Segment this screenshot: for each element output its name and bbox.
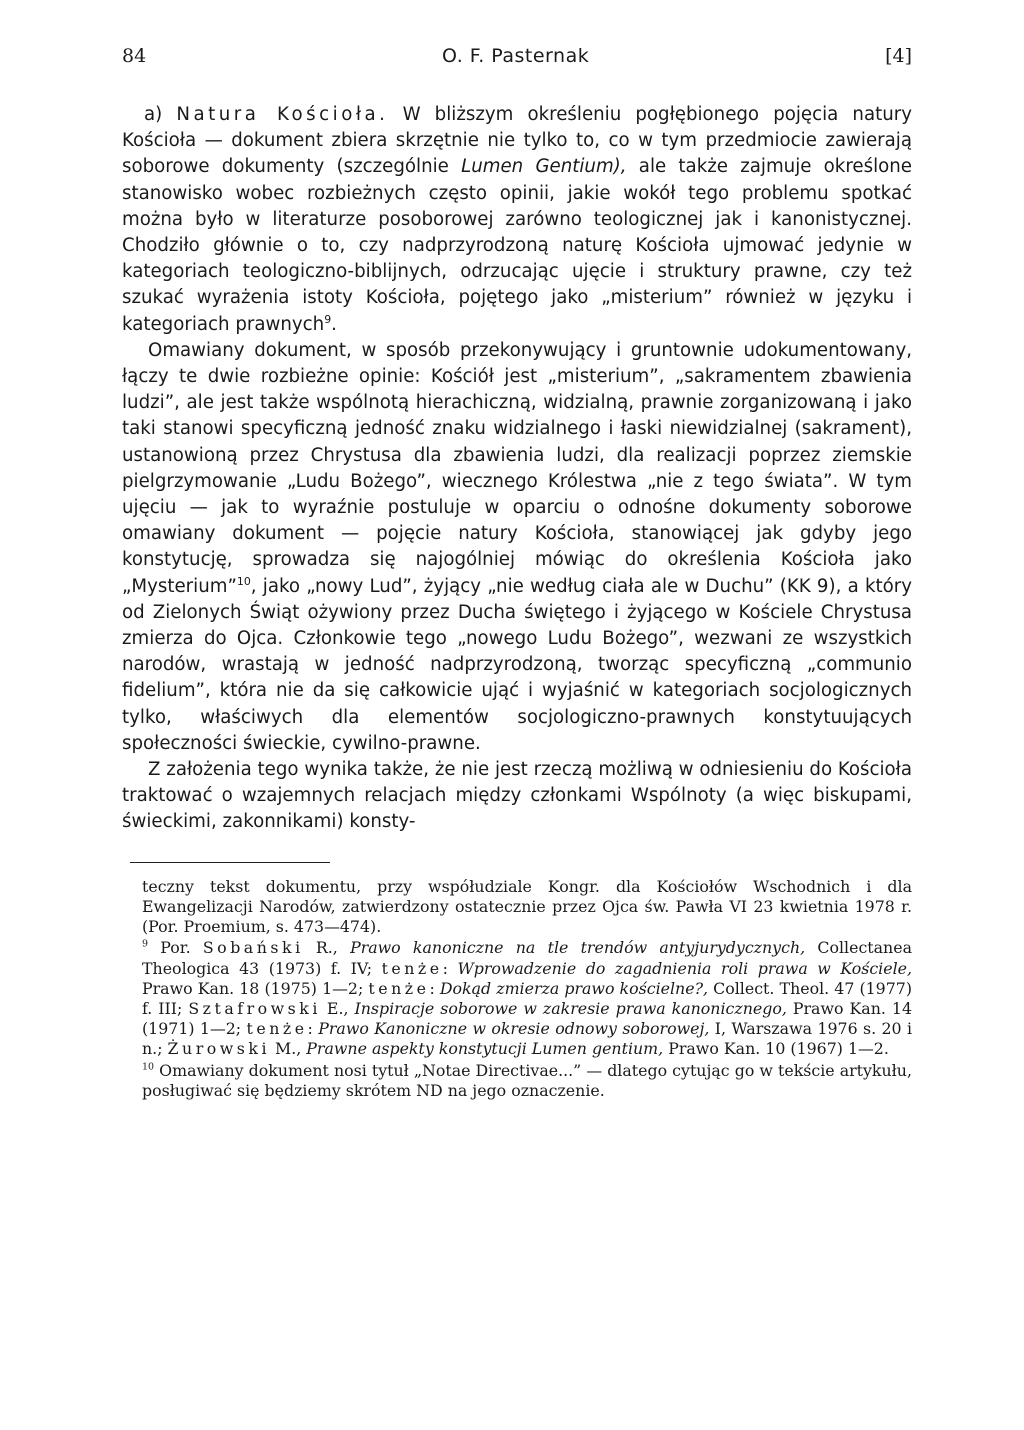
text-run: Prawo Kan. 18 (1975) 1—2; — [142, 978, 369, 998]
footnote-divider — [130, 862, 330, 863]
page-header — [122, 38, 912, 74]
text-run: R., — [303, 938, 351, 958]
footnotes — [122, 877, 912, 1101]
footnote-10 — [142, 1061, 912, 1101]
running-head: O. F. Pasternak — [442, 45, 590, 67]
footnote-number: 9 — [142, 939, 149, 951]
footnote-continued: teczny tekst dokumentu, przy współudziale Kongr. dla Kościołów Wschodnich i dla Ewangelizacji Narodów, zatwierdzony ostatecznie przez Ojca św. Pawła VI 23 kwietnia 1978 r. (Por. Proemium, s. 473—474). — [142, 876, 912, 937]
text-run: W bliższym określeniu pogłębionego pojęcia natury Kościoła — dokument zbiera skrzętnie nie tylko to, co w tym przedmiocie zawierają soborowe dokumenty (szczególnie — [122, 104, 912, 178]
author-name: Żurowski — [167, 1039, 271, 1059]
title-run: Prawo Kanoniczne w okresie odnowy soborowej, — [318, 1019, 710, 1039]
item-label: a) — [144, 104, 177, 125]
title-run: Prawo kanoniczne na tle trendów antyjurydycznych, — [350, 938, 806, 958]
text-run: Prawo Kan. 14 (1971) 1—2; — [142, 998, 912, 1039]
text-run: Prawo Kan. 10 (1967) 1—2. — [663, 1039, 889, 1059]
footnote-9 — [142, 938, 912, 1059]
text-run: E., — [320, 998, 355, 1018]
section-heading: Natura Kościoła. — [176, 104, 389, 125]
footnote-ref[interactable]: 9 — [324, 312, 332, 326]
footnote-ref[interactable]: 10 — [236, 574, 251, 588]
text-run: : — [429, 978, 440, 998]
title-run: Inspiracje soborowe w zakresie prawa kanonicznego, — [354, 998, 787, 1018]
text-run: Omawiany dokument nosi tytuł „Notae Directivae...” — dlatego cytując go w tekście artykułu, posługiwać się będziemy skrótem ND na jego oznaczenie. — [142, 1060, 912, 1100]
text-run: : — [442, 958, 458, 978]
text-run: Collect. Theol. 47 (1977) f. III; — [142, 978, 912, 1018]
text-run: Collectanea Theologica 43 (1973) f. IV; — [142, 938, 912, 978]
title-run: Dokąd zmierza prawo kościelne?, — [439, 978, 709, 998]
author-name: tenże — [246, 1019, 308, 1039]
paragraph-1 — [122, 102, 912, 338]
text-run: ale także zajmuje określone stanowisko wobec rozbieżnych często opinii, jakie wokół tego problemu spotkać można było w literaturze posoborowej zarówno teologicznej jak i kanonistycznej. Chodziło głównie o to, czy nadprzyrodzoną naturę Kościoła ujmować jedynie w kategoriach teologiczno-biblijnych, odrzucając ujęcie i struktury prawne, czy też szukać wyrażenia istoty Kościoła, pojętego jako „misterium” również w języku i kategoriach prawnych — [122, 156, 912, 335]
text-run: , jako „nowy Lud”, żyjący „nie według ciała ale w Duchu” (KK 9), a który od Zielonych Świąt ożywiony przez Ducha świętego i żyjącego w Kościele Chrystusa zmierza do Ojca. Członkowie tego „nowego Ludu Bożego”, wezwani ze wszystkich narodów, wrastają w jedność nadprzyrodzoną, tworząc specyficzną „communio fidelium”, która nie da się całkowicie ująć i wyjaśnić w kategoriach socjologicznych tylko, właściwych dla elementów socjologiczno-prawnych konstytuujących społeczności świeckie, cywilno-prawne. — [122, 575, 912, 754]
section-number: [4] — [885, 45, 912, 67]
text-run: M., — [270, 1039, 307, 1059]
text-run: Omawiany dokument, w sposób przekonywujący i gruntownie udokumentowany, łączy te dwie rozbieżne opinie: Kościół jest „misterium”, „sakramentem zbawienia ludzi”, ale jest także wspólnotą hierachiczną, widzialną, prawnie zorganizowaną i jako taki stanowi specyficzną jedność znaku widzialnego i łaski niewidzialnej (sakrament), ustanowioną przez Chrystusa dla zbawienia ludzi, dla realizacji poprzez ziemskie pielgrzymowanie „Ludu Bożego”, wiecznego Królestwa „nie z tego świata”. W tym ujęciu — jak to wyraźnie postuluje w oparciu o odnośne dokumenty soborowe omawiany dokument — pojęcie natury Kościoła, stanowiącej jak gdyby jego konstytucję, sprowadza się najogólniej mówiąc do określenia Kościoła jako „Mysterium” — [122, 339, 912, 597]
title-run: Wprowadzenie do zagadnienia roli prawa w Kościele, — [457, 958, 912, 978]
author-name: Sztafrowski — [188, 998, 321, 1018]
author-name: tenże — [368, 978, 430, 998]
paragraph-3: Z założenia tego wynika także, że nie jest rzeczą możliwą w odniesieniu do Kościoła traktować o wzajemnych relacjach między członkami Wspólnoty (a więc biskupami, świeckimi, zakonnikami) konsty- — [122, 759, 912, 833]
title-run: Prawne aspekty konstytucji Lumen gentium, — [306, 1039, 664, 1059]
author-name: Sobański — [202, 938, 304, 958]
paragraph-2 — [122, 338, 912, 757]
body-text — [122, 102, 912, 836]
text-run: Por. — [148, 938, 203, 958]
page — [122, 38, 912, 1102]
italic-run: Lumen Gentium), — [461, 156, 627, 178]
page-number: 84 — [122, 45, 147, 67]
text-run: I, Warszawa 1976 s. 20 i n.; — [142, 1019, 913, 1059]
text-run: : — [307, 1019, 319, 1039]
footnote-number: 10 — [142, 1061, 155, 1073]
text-run: . — [331, 313, 337, 335]
author-name: tenże — [381, 958, 443, 978]
